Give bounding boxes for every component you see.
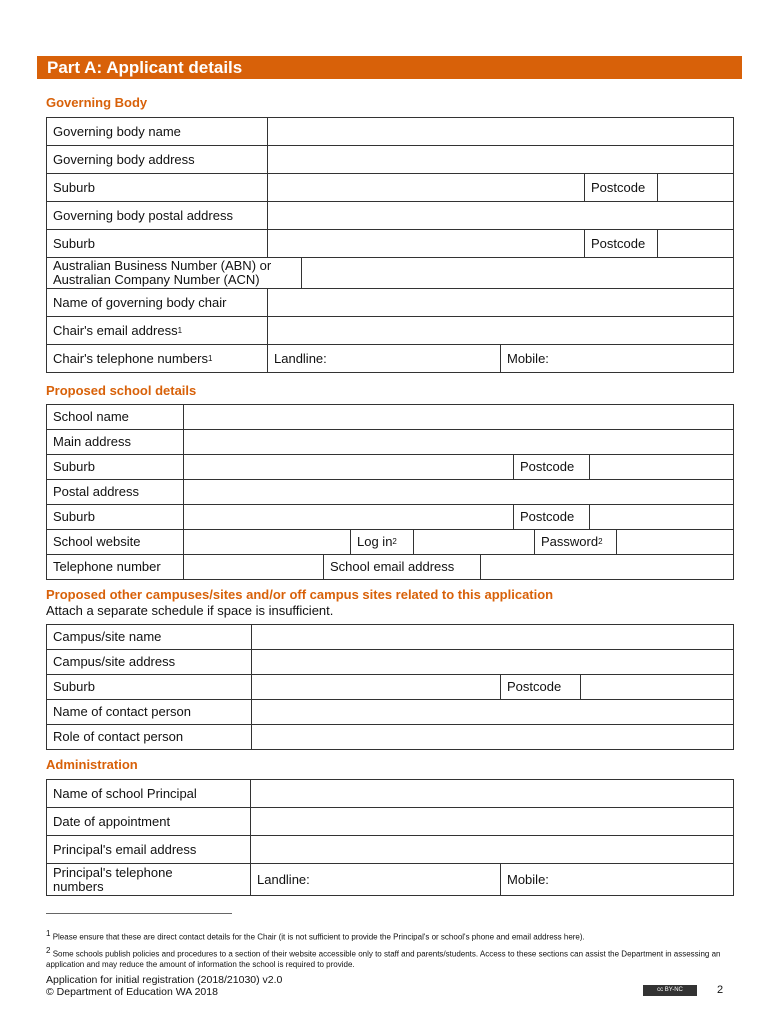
telephone-field[interactable] — [184, 555, 324, 579]
login-field[interactable] — [414, 530, 535, 554]
abn-field[interactable] — [302, 258, 733, 288]
chair-name-field[interactable] — [268, 289, 733, 316]
contact-role-field[interactable] — [252, 725, 733, 749]
postcode-field[interactable] — [658, 174, 733, 201]
label: Suburb — [47, 675, 252, 699]
footnote-divider — [46, 913, 232, 914]
copyright: © Department of Education WA 2018 — [46, 986, 218, 998]
label: Campus/site address — [47, 650, 252, 674]
label: Postcode — [514, 455, 590, 479]
label: Principal's telephone — [53, 864, 173, 880]
governing-name-field[interactable] — [268, 118, 733, 145]
cc-license-badge: cc BY-NC — [643, 985, 697, 996]
campus-subtitle: Attach a separate schedule if space is insufficient. — [46, 603, 334, 618]
label: Postcode — [514, 505, 590, 529]
campus-address-field[interactable] — [252, 650, 733, 674]
principal-name-field[interactable] — [251, 780, 733, 807]
label: Password 2 — [535, 530, 617, 554]
label: Name of school Principal — [47, 780, 251, 807]
contact-name-field[interactable] — [252, 700, 733, 724]
governing-address-field[interactable] — [268, 146, 733, 173]
label: numbers — [53, 878, 104, 894]
postcode-field[interactable] — [590, 505, 733, 529]
label: Suburb — [47, 455, 184, 479]
suburb-field[interactable] — [184, 505, 514, 529]
campus-table — [46, 624, 734, 750]
label: Telephone number — [47, 555, 184, 579]
main-address-field[interactable] — [184, 430, 733, 454]
label: Principal's email address — [47, 836, 251, 863]
label: Main address — [47, 430, 184, 454]
governing-heading: Governing Body — [46, 95, 148, 110]
mobile-field[interactable]: Mobile: — [507, 871, 549, 887]
postcode-field[interactable] — [590, 455, 733, 479]
label: Postcode — [501, 675, 581, 699]
postcode-field[interactable] — [581, 675, 733, 699]
suburb-field[interactable] — [184, 455, 514, 479]
campus-name-field[interactable] — [252, 625, 733, 649]
label: Campus/site name — [47, 625, 252, 649]
label: School name — [47, 405, 184, 429]
label: Postal address — [47, 480, 184, 504]
label: Name of governing body chair — [47, 289, 268, 316]
label: Role of contact person — [47, 725, 252, 749]
school-heading: Proposed school details — [46, 383, 197, 398]
school-email-field[interactable] — [481, 555, 733, 579]
postal-address-field[interactable] — [268, 202, 733, 229]
school-name-field[interactable] — [184, 405, 733, 429]
label: Suburb — [47, 230, 268, 257]
label: School website — [47, 530, 184, 554]
label: Australian Company Number (ACN) — [53, 272, 260, 287]
postal-address-field[interactable] — [184, 480, 733, 504]
password-field[interactable] — [617, 530, 733, 554]
label: Date of appointment — [47, 808, 251, 835]
label: Chair's email address 1 — [47, 317, 268, 344]
principal-email-field[interactable] — [251, 836, 733, 863]
label: Governing body postal address — [47, 202, 268, 229]
postcode-field[interactable] — [658, 230, 733, 257]
footnote-2: $^2$ Some schools publish policies and procedures to a section of their website accessible only to staff and parents/students. Access to these sections can assist the Department in assessing an application and may reduce the amount of information the school is required to provide. — [46, 946, 721, 969]
label: School email address — [324, 555, 481, 579]
document-id: Application for initial registration (2018/21030) v2.0 — [46, 974, 283, 986]
label: Australian Business Number (ABN) or — [53, 258, 272, 273]
footnote-1: $^1$ Please ensure that these are direct contact details for the Chair (it is not sufficient to provide the Principal's or school's phone and email address here). — [46, 929, 585, 942]
website-field[interactable] — [184, 530, 351, 554]
label: Suburb — [47, 505, 184, 529]
appointment-date-field[interactable] — [251, 808, 733, 835]
page-title: Part A: Applicant details — [37, 56, 742, 79]
page-number: 2 — [717, 984, 724, 996]
school-table — [46, 404, 734, 580]
admin-heading: Administration — [46, 757, 138, 772]
suburb-field[interactable] — [252, 675, 501, 699]
landline-field[interactable]: Landline: — [268, 345, 501, 372]
admin-table — [46, 779, 734, 896]
label: Postcode — [585, 174, 658, 201]
label: Postcode — [585, 230, 658, 257]
suburb-field[interactable] — [268, 230, 585, 257]
chair-email-field[interactable] — [268, 317, 733, 344]
label: Chair's telephone numbers 1 — [47, 345, 268, 372]
label: Name of contact person — [47, 700, 252, 724]
landline-field[interactable]: Landline: — [251, 864, 501, 895]
label: Governing body name — [47, 118, 268, 145]
governing-table — [46, 117, 734, 373]
footer — [46, 974, 282, 998]
label: Log in 2 — [351, 530, 414, 554]
mobile-field[interactable]: Mobile: — [507, 350, 549, 366]
label: Governing body address — [47, 146, 268, 173]
suburb-field[interactable] — [268, 174, 585, 201]
campus-heading: Proposed other campuses/sites and/or off campus sites related to this application — [46, 587, 554, 602]
label: Suburb — [47, 174, 268, 201]
